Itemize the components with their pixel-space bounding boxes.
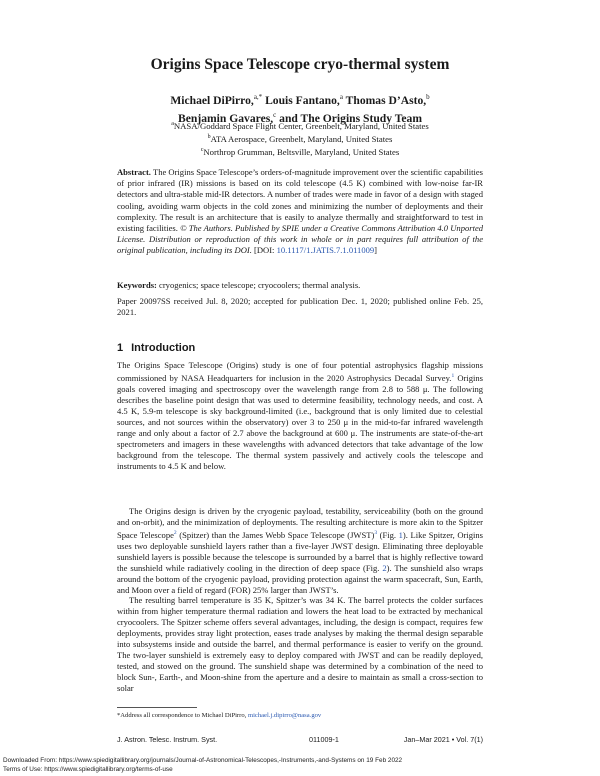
paper-history: Paper 20097SS received Jul. 8, 2020; accepted for publication Dec. 1, 2020; published online Feb. 25, 2021.: [117, 296, 483, 318]
footnote-rule: [117, 707, 197, 708]
journal-volume: Jan–Mar 2021 • Vol. 7(1): [403, 735, 483, 744]
paragraph-text: (Fig.: [377, 529, 399, 540]
journal-name: J. Astron. Telesc. Instrum. Syst.: [117, 735, 218, 744]
author-name: Michael DiPirro,: [170, 93, 254, 107]
citation-link[interactable]: 1: [451, 373, 455, 380]
paragraph-text: Origins goals covered imaging and spectroscopy over the wavelength range from 2.8 to 588 μ. The following describes the baseline point design that was used to determine feasibility, technology needs, and cost. A 4.5 K, 5.9-m telescope is sky background-limited (i.e., background that is only limited due to celestial sources, and not sources within the observatory) over 3 to 250 μ in the mid-to-far infrared wavelength range and only about a factor of 2.7 above the background at 600 μ. The instruments are state-of-the-art spectrometers and imagers in these wavelengths with advanced detectors that take advantage of the low background from the telescope. The thermal system passively and actively cools the telescope and instruments to 4.5 K and below.: [117, 372, 483, 472]
doi-prefix: [DOI:: [254, 245, 275, 256]
keywords: [117, 280, 483, 291]
paragraph-text: ). Like Spitzer, Origins uses two deployable sunshield layers rather than a five-layer JWST design. Eliminating three deployable sunshield layers is possible because the telescope is surrounded by a barrel that is highly reflective toward the sunshield while radiatively cooling in the direction of deep space (Fig.: [117, 529, 484, 574]
footnote-text: *Address all correspondence to Michael DiPirro,: [117, 712, 247, 719]
terms-of-use: Terms of Use: https://www.spiedigitallibrary.org/terms-of-use: [3, 765, 173, 773]
footnote: [117, 712, 321, 719]
download-notice: [3, 757, 402, 775]
body-paragraph: The resulting barrel temperature is 35 K, Spitzer’s was 34 K. The barrel protects the colder surfaces within from higher temperature thermal radiation and lowers the heat load to be extracted by mechanical cryocoolers. The Spitzer scheme offers several advantages, including, the design is compact, requires few deployments, provides stray light protection, eases trade analyses by making the thermal design separable into subsystems inside and outside the barrel, and thermal performance is easier to verify on the ground. The two-layer sunshield is extremely easy to deploy compared with JWST and can be readily deployed, tested, and stowed on the ground. The sunshield shape was determined by a combination of the need to block Sun-, Earth-, and Moon-shine from the aperture and a desire to maintain as small a cross-section to solar: [117, 595, 483, 694]
paragraph-text: (Spitzer) than the James Webb Space Telescope (JWST): [176, 529, 375, 540]
email-link[interactable]: michael.j.dipirro@nasa.gov: [247, 712, 322, 719]
paragraph-text: The Origins Space Telescope (Origins) study is one of four potential astrophysics flagship missions commissioned by NASA Headquarters for inclusion in the 2020 Astrophysics Decadal Survey.: [117, 360, 483, 383]
abstract-label: Abstract.: [117, 167, 151, 177]
affiliation: [80, 119, 520, 132]
doi-link[interactable]: 10.1117/1.JATIS.7.1.011009: [276, 245, 375, 256]
paper-title: Origins Space Telescope cryo-thermal system: [150, 56, 450, 73]
section-number: 1: [117, 342, 124, 354]
keywords-text: cryogenics; space telescope; cryocoolers; thermal analysis.: [159, 280, 361, 290]
license-statement: © The Authors. Published by SPIE under a Creative Commons Attribution 4.0 Unported License. Distribution or reproduction of this work in whole or in part requires full attribution of the original publication, including its DOI.: [117, 223, 484, 256]
citation-link[interactable]: 3: [374, 530, 378, 537]
page-number: 011009-1: [309, 735, 339, 744]
download-source: Downloaded From: https://www.spiedigitallibrary.org/journals/Journal-of-Astronomical-Telescopes,-Instruments,-and-Systems on 19 Feb 2022: [3, 757, 403, 764]
figure-link[interactable]: 1: [398, 529, 403, 540]
keywords-label: Keywords:: [117, 280, 157, 290]
section-heading: [117, 342, 203, 354]
abstract-body: The Origins Space Telescope’s orders-of-magnitude improvement over the scientific capabilities of prior infrared (IR) missions is based on its cold telescope (4.5 K) combined with low-noise far-IR detectors and ultra-stable mid-IR detectors. A number of trades were made in favor of a design with staged cooling, avoiding warm objects in the cold zones and minimizing the number of deployments and their complexity. The result is an architecture that is easily to analyze thermally and straightforward to test in existing facilities.: [117, 167, 484, 234]
affiliation-list: [80, 119, 520, 158]
affiliation-text: Northrop Grumman, Beltsville, Maryland, United States: [203, 147, 400, 158]
paragraph-text: ). The sunshield also wraps around the bottom of the cryogenic payload, providing protection against the warm spacecraft, Sun, Earth, and Moon over a field of regard (FOR) 25% larger than JWST’s.: [117, 563, 483, 596]
figure-link[interactable]: 2: [382, 563, 387, 574]
author-affiliation-mark: a,*: [253, 93, 263, 101]
citation-link[interactable]: 2: [173, 530, 177, 537]
section-title: Introduction: [131, 342, 196, 354]
author-name: Louis Fantano,: [265, 93, 340, 107]
author-affiliation-mark: b: [426, 93, 430, 101]
affiliation-mark: a: [171, 121, 174, 127]
doi-suffix: ]: [374, 245, 378, 256]
abstract: [117, 167, 483, 257]
affiliation-mark: c: [200, 147, 204, 154]
affiliation: [80, 132, 520, 145]
author-name: Benjamin Gavares,: [178, 111, 274, 125]
author-affiliation-mark: a: [339, 93, 343, 101]
author-name: Thomas D’Asto,: [345, 93, 427, 107]
author-name: and The Origins Study Team: [279, 111, 422, 125]
body-paragraph: [117, 360, 483, 472]
paragraph-text: The Origins design is driven by the cryogenic payload, testability, serviceability (both on the ground and on-orbit), and the minimization of deployments. The resulting architecture is more akin to the Spitzer Space Telescope: [117, 506, 483, 540]
affiliation: [80, 145, 520, 158]
body-paragraph: [117, 506, 483, 596]
affiliation-text: NASA/Goddard Space Flight Center, Greenbelt, Maryland, United States: [173, 120, 429, 131]
affiliation-text: ATA Aerospace, Greenbelt, Maryland, United States: [210, 133, 393, 144]
author-affiliation-mark: c: [273, 110, 277, 119]
affiliation-mark: b: [207, 134, 211, 141]
